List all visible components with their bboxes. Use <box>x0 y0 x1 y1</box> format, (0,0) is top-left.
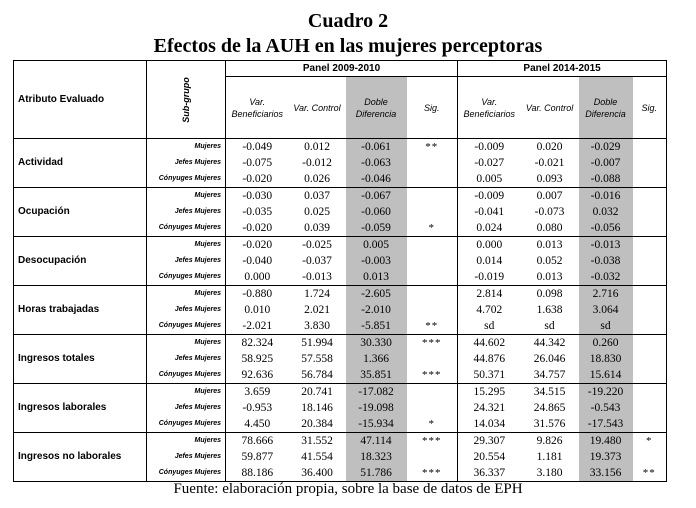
significance-cell: ** <box>425 141 439 153</box>
var-beneficiarios-cell: 82.324 <box>226 335 289 352</box>
subgroup-label: Cónyuges Mujeres <box>147 220 226 237</box>
var-control-cell: 0.026 <box>289 171 346 188</box>
doble-diferencia-cell: -0.063 <box>346 155 407 171</box>
doble-diferencia-cell: 3.064 <box>579 302 633 318</box>
var-control-cell: 36.400 <box>289 465 346 482</box>
doble-diferencia-cell: -0.032 <box>579 269 633 286</box>
var-beneficiarios-cell: 2.814 <box>458 286 521 303</box>
var-beneficiarios-cell: -0.880 <box>226 286 289 303</box>
var-control-cell: 51.994 <box>301 337 333 349</box>
var-control-cell: -0.021 <box>534 157 565 169</box>
var-beneficiarios-cell: 50.371 <box>458 367 521 384</box>
var-beneficiarios-cell: 0.014 <box>458 253 521 269</box>
attribute-label: Ocupación <box>14 188 147 237</box>
var-control-cell: 0.037 <box>304 190 330 202</box>
significance-cell: ** <box>633 465 667 482</box>
var-beneficiarios-cell: 0.000 <box>226 269 289 286</box>
significance-cell <box>633 318 667 335</box>
var-control-cell: 9.826 <box>536 435 563 447</box>
doble-diferencia-cell: -5.851 <box>346 318 407 335</box>
table-subtitle: Efectos de la AUH en las mujeres perceptoras <box>153 35 543 57</box>
significance-cell <box>633 449 667 465</box>
table-body <box>14 139 667 482</box>
subgrupo-header: Sub-grupo <box>147 61 226 139</box>
var-control-cell: 41.554 <box>301 451 333 463</box>
doble-diferencia-cell: -2.010 <box>346 302 407 318</box>
doble-diferencia-cell: -0.046 <box>346 171 407 188</box>
significance-cell <box>633 269 667 286</box>
subgroup-label: Jefes Mujeres <box>147 449 226 465</box>
table-row <box>14 335 667 352</box>
attribute-label: Actividad <box>14 139 147 188</box>
var-control-cell: 44.342 <box>533 337 566 349</box>
significance-cell: *** <box>407 465 458 482</box>
var-beneficiarios-cell: 15.295 <box>458 384 521 401</box>
significance-cell <box>407 449 458 465</box>
results-table <box>13 60 667 482</box>
table-title: Cuadro 2 <box>307 10 389 32</box>
var-control-cell: 0.052 <box>536 255 563 267</box>
table-row <box>14 286 667 303</box>
var-control-cell: -0.073 <box>534 206 565 218</box>
significance-cell <box>407 253 458 269</box>
significance-cell <box>633 253 667 269</box>
significance-cell <box>633 400 667 416</box>
doble-diferencia-cell: 0.013 <box>346 269 407 286</box>
doble-diferencia-cell: -15.934 <box>346 416 407 433</box>
var-control-cell: -0.012 <box>302 157 332 169</box>
table-row <box>14 139 667 156</box>
subgroup-label: Mujeres <box>147 188 226 205</box>
subgroup-label: Jefes Mujeres <box>147 351 226 367</box>
significance-cell <box>633 220 667 237</box>
var-control-cell: 0.039 <box>289 220 346 237</box>
significance-cell <box>633 416 667 433</box>
doble-diferencia-cell: -0.059 <box>346 220 407 237</box>
significance-cell: * <box>407 220 458 237</box>
atributo-header: Atributo Evaluado <box>14 61 147 139</box>
var-beneficiarios-cell: -0.019 <box>458 269 521 286</box>
var-control-cell: 1.181 <box>536 451 563 463</box>
subgroup-label: Cónyuges Mujeres <box>147 465 226 482</box>
var-beneficiarios-cell: 20.554 <box>458 449 521 465</box>
var-control-cell: 0.012 <box>304 141 330 153</box>
significance-cell <box>633 302 667 318</box>
table-row <box>14 433 667 450</box>
var-beneficiarios-cell: 29.307 <box>458 433 521 450</box>
significance-cell <box>407 351 458 367</box>
significance-cell <box>407 384 458 401</box>
var-beneficiarios-cell: 88.186 <box>226 465 289 482</box>
significance-cell <box>633 155 667 171</box>
var-beneficiarios-cell: -0.020 <box>226 237 289 254</box>
doble-diferencia-cell: -0.007 <box>579 155 633 171</box>
col-var-control-2: Var. Control <box>521 77 579 139</box>
subgroup-label: Cónyuges Mujeres <box>147 318 226 335</box>
doble-diferencia-cell: -0.060 <box>346 204 407 220</box>
col-doble-diferencia-1: Doble Diferencia <box>346 77 407 139</box>
col-var-beneficiarios-1: Var. Beneficiarios <box>226 77 289 139</box>
var-control-cell: 0.020 <box>536 141 563 153</box>
var-beneficiarios-cell: -0.953 <box>226 400 289 416</box>
var-beneficiarios-cell: 36.337 <box>458 465 521 482</box>
var-beneficiarios-cell: -0.009 <box>458 139 521 156</box>
var-control-cell: 31.576 <box>521 416 579 433</box>
doble-diferencia-cell: 18.323 <box>346 449 407 465</box>
subgroup-label: Mujeres <box>147 335 226 352</box>
significance-cell: *** <box>422 435 442 447</box>
var-beneficiarios-cell: -0.049 <box>226 139 289 156</box>
doble-diferencia-cell: 1.366 <box>346 351 407 367</box>
doble-diferencia-cell: 33.156 <box>579 465 633 482</box>
doble-diferencia-cell: 0.005 <box>346 237 407 254</box>
var-control-cell: -0.025 <box>302 239 332 251</box>
significance-cell <box>633 139 667 156</box>
doble-diferencia-cell: 18.830 <box>579 351 633 367</box>
doble-diferencia-cell: 51.786 <box>346 465 407 482</box>
col-var-control-1: Var. Control <box>289 77 346 139</box>
var-beneficiarios-cell: 4.702 <box>458 302 521 318</box>
doble-diferencia-cell: -19.220 <box>579 384 633 401</box>
var-beneficiarios-cell: -2.021 <box>226 318 289 335</box>
var-beneficiarios-cell: -0.027 <box>458 155 521 171</box>
var-control-cell: -0.037 <box>302 255 332 267</box>
significance-cell <box>633 237 667 254</box>
doble-diferencia-cell: -0.029 <box>579 139 633 156</box>
doble-diferencia-cell: -0.038 <box>579 253 633 269</box>
doble-diferencia-cell: -0.061 <box>346 139 407 156</box>
significance-cell <box>633 335 667 352</box>
doble-diferencia-cell: -19.098 <box>346 400 407 416</box>
significance-cell: * <box>407 416 458 433</box>
subgroup-label: Mujeres <box>147 384 226 401</box>
subgroup-label: Cónyuges Mujeres <box>147 367 226 384</box>
var-beneficiarios-cell: -0.030 <box>226 188 289 205</box>
significance-cell: ** <box>407 318 458 335</box>
significance-cell <box>407 155 458 171</box>
significance-cell: *** <box>407 367 458 384</box>
doble-diferencia-cell: -0.056 <box>579 220 633 237</box>
var-control-cell: 0.013 <box>521 269 579 286</box>
subgroup-label: Jefes Mujeres <box>147 302 226 318</box>
significance-cell <box>407 188 458 205</box>
significance-cell <box>407 269 458 286</box>
var-control-cell: 57.558 <box>301 353 333 365</box>
var-control-cell: 1.724 <box>304 288 330 300</box>
significance-cell <box>407 171 458 188</box>
doble-diferencia-cell: -0.016 <box>579 188 633 205</box>
var-beneficiarios-cell: 44.876 <box>458 351 521 367</box>
doble-diferencia-cell: 15.614 <box>579 367 633 384</box>
var-control-cell: 0.025 <box>304 206 330 218</box>
col-sig-1: Sig. <box>407 77 458 139</box>
significance-cell <box>633 188 667 205</box>
var-beneficiarios-cell: -0.020 <box>226 220 289 237</box>
attribute-label: Horas trabajadas <box>14 286 147 335</box>
var-control-cell: 24.865 <box>533 402 566 414</box>
doble-diferencia-cell: sd <box>579 318 633 335</box>
significance-cell: * <box>633 433 667 450</box>
var-beneficiarios-cell: -0.041 <box>458 204 521 220</box>
table-row <box>14 237 667 254</box>
var-beneficiarios-cell: 14.034 <box>458 416 521 433</box>
var-beneficiarios-cell: 92.636 <box>226 367 289 384</box>
significance-cell <box>633 286 667 303</box>
var-beneficiarios-cell: 4.450 <box>226 416 289 433</box>
source-note: Fuente: elaboración propia, sobre la base de datos de EPH <box>173 481 523 497</box>
panel-2014-header: Panel 2014-2015 <box>458 61 667 77</box>
subgroup-label: Cónyuges Mujeres <box>147 416 226 433</box>
var-control-cell: 20.384 <box>289 416 346 433</box>
var-beneficiarios-cell: 3.659 <box>226 384 289 401</box>
subgroup-label: Cónyuges Mujeres <box>147 269 226 286</box>
var-beneficiarios-cell: 78.666 <box>226 433 289 450</box>
col-sig-2: Sig. <box>633 77 667 139</box>
col-var-beneficiarios-2: Var. Beneficiarios <box>458 77 521 139</box>
table-row <box>14 384 667 401</box>
col-doble-diferencia-2: Doble Diferencia <box>579 77 633 139</box>
significance-cell <box>407 237 458 254</box>
subgroup-label: Cónyuges Mujeres <box>147 171 226 188</box>
var-beneficiarios-cell: 59.877 <box>226 449 289 465</box>
var-control-cell: 0.093 <box>521 171 579 188</box>
var-beneficiarios-cell: -0.075 <box>226 155 289 171</box>
attribute-label: Ingresos laborales <box>14 384 147 433</box>
subgroup-label: Mujeres <box>147 433 226 450</box>
var-control-cell: 26.046 <box>533 353 566 365</box>
doble-diferencia-cell: 47.114 <box>346 433 407 450</box>
subgroup-label: Mujeres <box>147 286 226 303</box>
attribute-label: Ingresos no laborales <box>14 433 147 482</box>
subgroup-label: Jefes Mujeres <box>147 155 226 171</box>
doble-diferencia-cell: 19.373 <box>579 449 633 465</box>
doble-diferencia-cell: 30.330 <box>346 335 407 352</box>
doble-diferencia-cell: 0.260 <box>579 335 633 352</box>
significance-cell <box>633 351 667 367</box>
var-control-cell: 0.098 <box>536 288 563 300</box>
var-control-cell: -0.013 <box>289 269 346 286</box>
doble-diferencia-cell: -2.605 <box>346 286 407 303</box>
significance-cell <box>633 171 667 188</box>
doble-diferencia-cell: -0.088 <box>579 171 633 188</box>
panel-2009-header: Panel 2009-2010 <box>226 61 458 77</box>
var-control-cell: 3.180 <box>521 465 579 482</box>
doble-diferencia-cell: -17.082 <box>346 384 407 401</box>
significance-cell <box>407 286 458 303</box>
significance-cell: *** <box>422 337 442 349</box>
var-beneficiarios-cell: 24.321 <box>458 400 521 416</box>
var-control-cell: 56.784 <box>289 367 346 384</box>
significance-cell <box>407 204 458 220</box>
significance-cell <box>633 367 667 384</box>
doble-diferencia-cell: 0.032 <box>579 204 633 220</box>
var-control-cell: 20.741 <box>301 386 333 398</box>
var-beneficiarios-cell: sd <box>458 318 521 335</box>
var-control-cell: 3.830 <box>289 318 346 335</box>
var-beneficiarios-cell: 0.000 <box>458 237 521 254</box>
doble-diferencia-cell: -17.543 <box>579 416 633 433</box>
attribute-label: Ingresos totales <box>14 335 147 384</box>
doble-diferencia-cell: -0.013 <box>579 237 633 254</box>
var-beneficiarios-cell: 0.024 <box>458 220 521 237</box>
var-control-cell: 1.638 <box>536 304 563 316</box>
subgroup-label: Mujeres <box>147 139 226 156</box>
significance-cell <box>407 302 458 318</box>
var-control-cell: sd <box>521 318 579 335</box>
var-beneficiarios-cell: -0.035 <box>226 204 289 220</box>
doble-diferencia-cell: -0.543 <box>579 400 633 416</box>
doble-diferencia-cell: -0.003 <box>346 253 407 269</box>
var-beneficiarios-cell: 0.010 <box>226 302 289 318</box>
doble-diferencia-cell: 19.480 <box>579 433 633 450</box>
subgroup-label: Jefes Mujeres <box>147 204 226 220</box>
significance-cell <box>633 204 667 220</box>
doble-diferencia-cell: 35.851 <box>346 367 407 384</box>
significance-cell <box>633 384 667 401</box>
significance-cell <box>407 400 458 416</box>
var-control-cell: 18.146 <box>301 402 333 414</box>
subgroup-label: Jefes Mujeres <box>147 253 226 269</box>
var-beneficiarios-cell: -0.040 <box>226 253 289 269</box>
var-control-cell: 31.552 <box>301 435 333 447</box>
attribute-label: Desocupación <box>14 237 147 286</box>
subgroup-label: Mujeres <box>147 237 226 254</box>
var-control-cell: 2.021 <box>304 304 330 316</box>
var-control-cell: 0.007 <box>536 190 563 202</box>
subgroup-label: Jefes Mujeres <box>147 400 226 416</box>
var-beneficiarios-cell: 58.925 <box>226 351 289 367</box>
var-control-cell: 0.080 <box>521 220 579 237</box>
var-beneficiarios-cell: -0.020 <box>226 171 289 188</box>
doble-diferencia-cell: 2.716 <box>579 286 633 303</box>
table-row <box>14 188 667 205</box>
doble-diferencia-cell: -0.067 <box>346 188 407 205</box>
var-beneficiarios-cell: 44.602 <box>458 335 521 352</box>
var-control-cell: 0.013 <box>536 239 563 251</box>
var-control-cell: 34.515 <box>533 386 566 398</box>
var-beneficiarios-cell: -0.009 <box>458 188 521 205</box>
var-beneficiarios-cell: 0.005 <box>458 171 521 188</box>
var-control-cell: 34.757 <box>521 367 579 384</box>
